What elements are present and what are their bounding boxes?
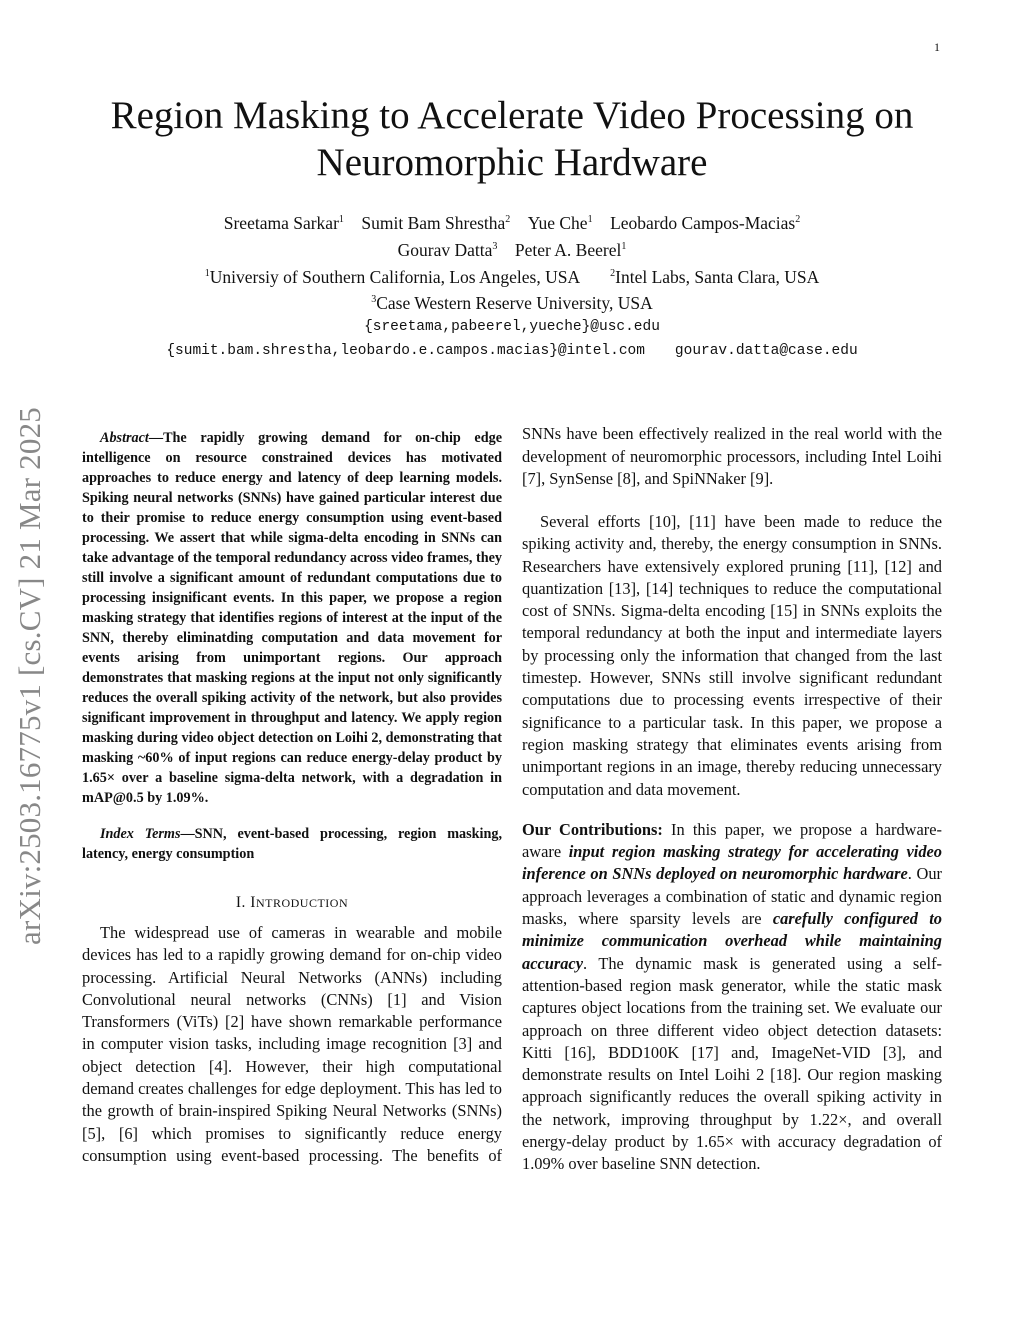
text-run: The widespread use of cameras in wearable and mobile devices has led to a rapidly growing demand for on-chip video processing. Artificial Neural Networks (ANNs) including Convolutional neural networks (CNNs) [1] and Vision Transformers (ViTs) [2] have shown remarkable performance in computer vision tasks, including image recognition [3] and object detection [4]. However, their high computational demand creates challenges for edge deployment. This has led to the growth of brain-inspired Spiking Neural Networks (SNNs) [5], [6] which promises to significantly reduce energy consumption using event-based processing. The benefits of — [82, 923, 502, 1165]
page-number: 1 — [934, 40, 940, 54]
abstract-label: Abstract — [100, 430, 149, 446]
affiliation-line-1 — [40, 262, 984, 289]
paper-title: Region Masking to Accelerate Video Processing on Neuromorphic Hardware — [110, 94, 914, 184]
affiliation: Universiy of Southern California, Los Angeles, USA — [209, 266, 581, 287]
index-terms — [82, 824, 502, 864]
section-title-initial: I — [250, 894, 256, 911]
author-affiliation-marker: 2 — [505, 214, 511, 225]
email: {sumit.bam.shrestha,leobardo.e.campos.macias}@intel.com — [166, 343, 645, 360]
section-heading — [82, 894, 502, 912]
email-line — [40, 339, 984, 363]
section-number: I. — [235, 894, 246, 911]
affiliation: Case Western Reserve University, USA — [376, 293, 653, 314]
text-run: Several efforts [10], [11] have been made to reduce the spiking activity and, thereby, the energy consumption in SNNs. Researchers have extensively explored pruning [11], [12] and quantization [13], [14] techniques to reduce the computational cost of SNNs. Sigma-delta encoding [15] in SNNs exploits the temporal redundancy at both the input and intermediate layers by processing only the information that changed from the last timestep. However, SNNs still involve significant redundant computations due to processing events irrespective of their significance to a particular task. In this paper, we propose a region masking strategy that eliminates events arising from unimportant regions in an image, thereby reducing unnecessary computation and data movement. — [522, 512, 942, 799]
text-run: Our Contributions: — [522, 819, 663, 839]
affiliation-line-2 — [40, 288, 984, 315]
author-block — [40, 208, 984, 363]
index-terms-label: Index Terms — [100, 826, 181, 842]
author-name: Gourav Datta — [397, 239, 493, 260]
paragraph-overflow: SNNs have been effectively realized in the real world with the development of neuromorphic processors, including Intel Loihi [7], SynSense [8], and SpiNNaker [9]. — [522, 426, 942, 488]
author-line-1 — [40, 208, 984, 235]
left-column — [82, 428, 502, 1170]
author-affiliation-marker: 2 — [795, 214, 801, 225]
text-run: carefully configured to minimize communication overhead while maintaining accuracy — [522, 909, 942, 973]
email: {sreetama,pabeerel,yueche}@usc.edu — [364, 319, 660, 336]
affiliation-marker: 2 — [610, 267, 616, 279]
affiliation-marker: 1 — [204, 267, 210, 279]
text-run: . Our approach leverages a combination of static and dynamic region masks, where sparsity levels are — [522, 864, 943, 929]
paragraph-intro — [82, 922, 502, 1170]
affiliation: Intel Labs, Santa Clara, USA — [615, 266, 820, 287]
paragraph-intro-continued — [522, 426, 942, 493]
author-name: Yue Che — [527, 212, 588, 233]
paragraph-contributions — [522, 819, 942, 1176]
author-affiliation-marker: 1 — [338, 214, 344, 225]
text-run: input region masking strategy for accelerating video inference on SNNs deployed on neuromorphic hardware — [522, 842, 942, 884]
abstract-text: —The rapidly growing demand for on-chip edge intelligence on resource constrained devices has motivated approaches to reduce energy and latency of deep learning models. Spiking neural networks (SNNs) have gained particular interest due to their promise to reduce energy consumption using event-based processing. We assert that while sigma-delta encoding in SNNs can take advantage of the temporal redundancy across video frames, they still involve a significant amount of redundant computations due to processing insignificant events. In this paper, we propose a region masking strategy that identifies regions of interest at the input of the SNN, thereby eliminatding computation and data movement for events arising from unimportant regions. Our approach demonstrates that masking regions at the input not only significantly reduces the overall spiking activity of the network, but also provides significant improvement in throughput and latency. We apply region masking during video object detection on Loihi 2, demonstrating that masking ~60% of input regions can reduce energy-delay product by 1.65× over a baseline sigma-delta network, with a degradation in mAP@0.5 by 1.09%. — [82, 430, 502, 806]
author-affiliation-marker: 3 — [492, 240, 498, 252]
author-name: Peter A. Beerel — [514, 239, 622, 260]
author-name: Leobardo Campos-Macias — [610, 212, 796, 233]
author-name: Sumit Bam Shrestha — [361, 212, 506, 233]
author-affiliation-marker: 1 — [621, 240, 627, 252]
text-run: In this paper, we propose a hardware-aware — [522, 819, 942, 862]
author-affiliation-marker: 1 — [587, 214, 593, 225]
paragraph-related-efforts — [522, 511, 942, 801]
abstract — [82, 428, 502, 808]
arxiv-stamp: arXiv:2503.16775v1 [cs.CV] 21 Mar 2025 — [12, 407, 47, 945]
right-column — [522, 426, 942, 1176]
author-line-2 — [40, 235, 984, 262]
email: gourav.datta@case.edu — [674, 343, 858, 360]
author-name: Sreetama Sarkar — [223, 212, 339, 233]
section-title-rest: NTRODUCTION — [255, 896, 349, 910]
text-run: . The dynamic mask is generated using a self-attention-based region mask generator, while the static mask captures object locations from the training set. We evaluate our approach on three different video object detection datasets: Kitti [16], BDD100K [17] and, ImageNet-VID [3], and demonstrate results on Intel Loihi 2 [18]. Our region masking approach significantly reduces the overall spiking activity in the network, improving throughput by 1.22×, and overall energy-delay product by 1.65× with accuracy degradation of 1.09% over baseline SNN detection. — [522, 953, 942, 1174]
affiliation-marker: 3 — [371, 294, 377, 306]
index-terms-text: —SNN, event-based processing, region masking, latency, energy consumption — [82, 826, 502, 862]
